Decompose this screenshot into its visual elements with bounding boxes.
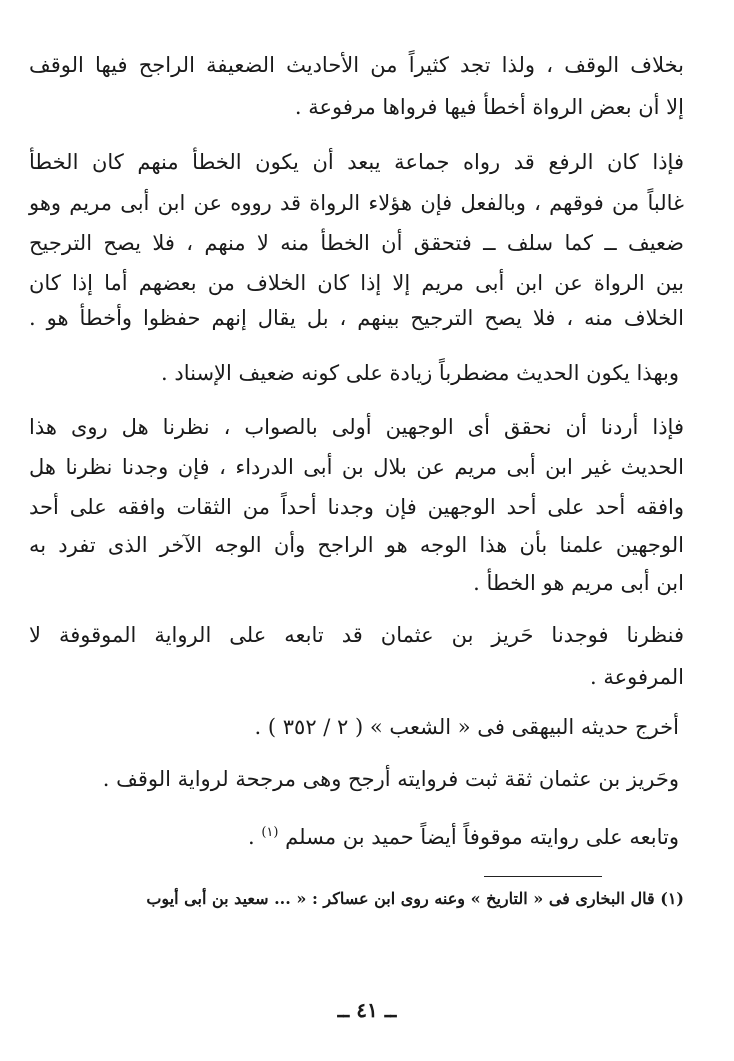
text-line: غالباً من فوقهم ، وبالفعل فإن هؤلاء الرواة قد رووه عن ابن أبى مريم وهو [29,191,684,215]
text-line: فنظرنا فوجدنا حَريز بن عثمان قد تابعه على الرواية الموقوفة لا [29,623,684,647]
text-line-body: وتابعه على روايته موقوفاً أيضاً حميد بن مسلم [285,825,679,849]
text-line: ضعيف ــ كما سلف ــ فتحقق أن الخطأ منه لا منهم ، فلا يصح الترجيح [29,231,684,255]
text-line: إلا أن بعض الرواة أخطأ فيها فرواها مرفوعة . [294,95,684,119]
text-line: فإذا كان الرفع قد رواه جماعة يبعد أن يكون الخطأ منهم كان الخطأ [29,150,684,174]
text-line: ابن أبى مريم هو الخطأ . [473,571,684,595]
footnote: (١) قال البخارى فى « التاريخ » وعنه روى ابن عساكر : « ... سعيد بن أبى أيوب [146,889,684,908]
text-line: الوجهين علمنا بأن هذا الوجه هو الراجح وأن الوجه الآخر الذى تفرد به [29,533,684,557]
text-line: وبهذا يكون الحديث مضطرباً زيادة على كونه ضعيف الإسناد . [161,361,679,385]
text-line: فإذا أردنا أن نحقق أى الوجهين أولى بالصواب ، نظرنا هل روى هذا [29,415,684,439]
page-number: ــ ٤١ ــ [337,998,397,1022]
text-line: المرفوعة . [590,665,684,689]
text-line: الخلاف منه ، فلا يصح الترجيح بينهم ، بل يقال إنهم حفظوا وأخطأ هو . [29,306,684,330]
footnote-ref[interactable]: (١) [261,825,279,840]
text-line: بخلاف الوقف ، ولذا تجد كثيراً من الأحاديث الضعيفة الراجح فيها الوقف [29,53,684,77]
text-line-end: . [247,825,255,849]
text-line: الحديث غير ابن أبى مريم عن بلال بن أبى الدرداء ، فإن وجدنا نظرنا هل [29,455,684,479]
text-line [248,822,679,852]
text-line: وافقه أحد على أحد الوجهين فإن وجدنا أحداً من الثقات وافقه على أحد [29,495,684,519]
text-line: بين الرواة عن ابن أبى مريم إلا إذا كان الخلاف من بعضهم أما إذا كان [29,271,684,295]
footnote-separator [484,876,602,877]
text-line: وحَريز بن عثمان ثقة ثبت فروايته أرجح وهى مرجحة لرواية الوقف . [102,767,679,791]
text-line: أخرج حديثه البيهقى فى « الشعب » ( ٢ / ٣٥٢ ) . [254,715,679,739]
